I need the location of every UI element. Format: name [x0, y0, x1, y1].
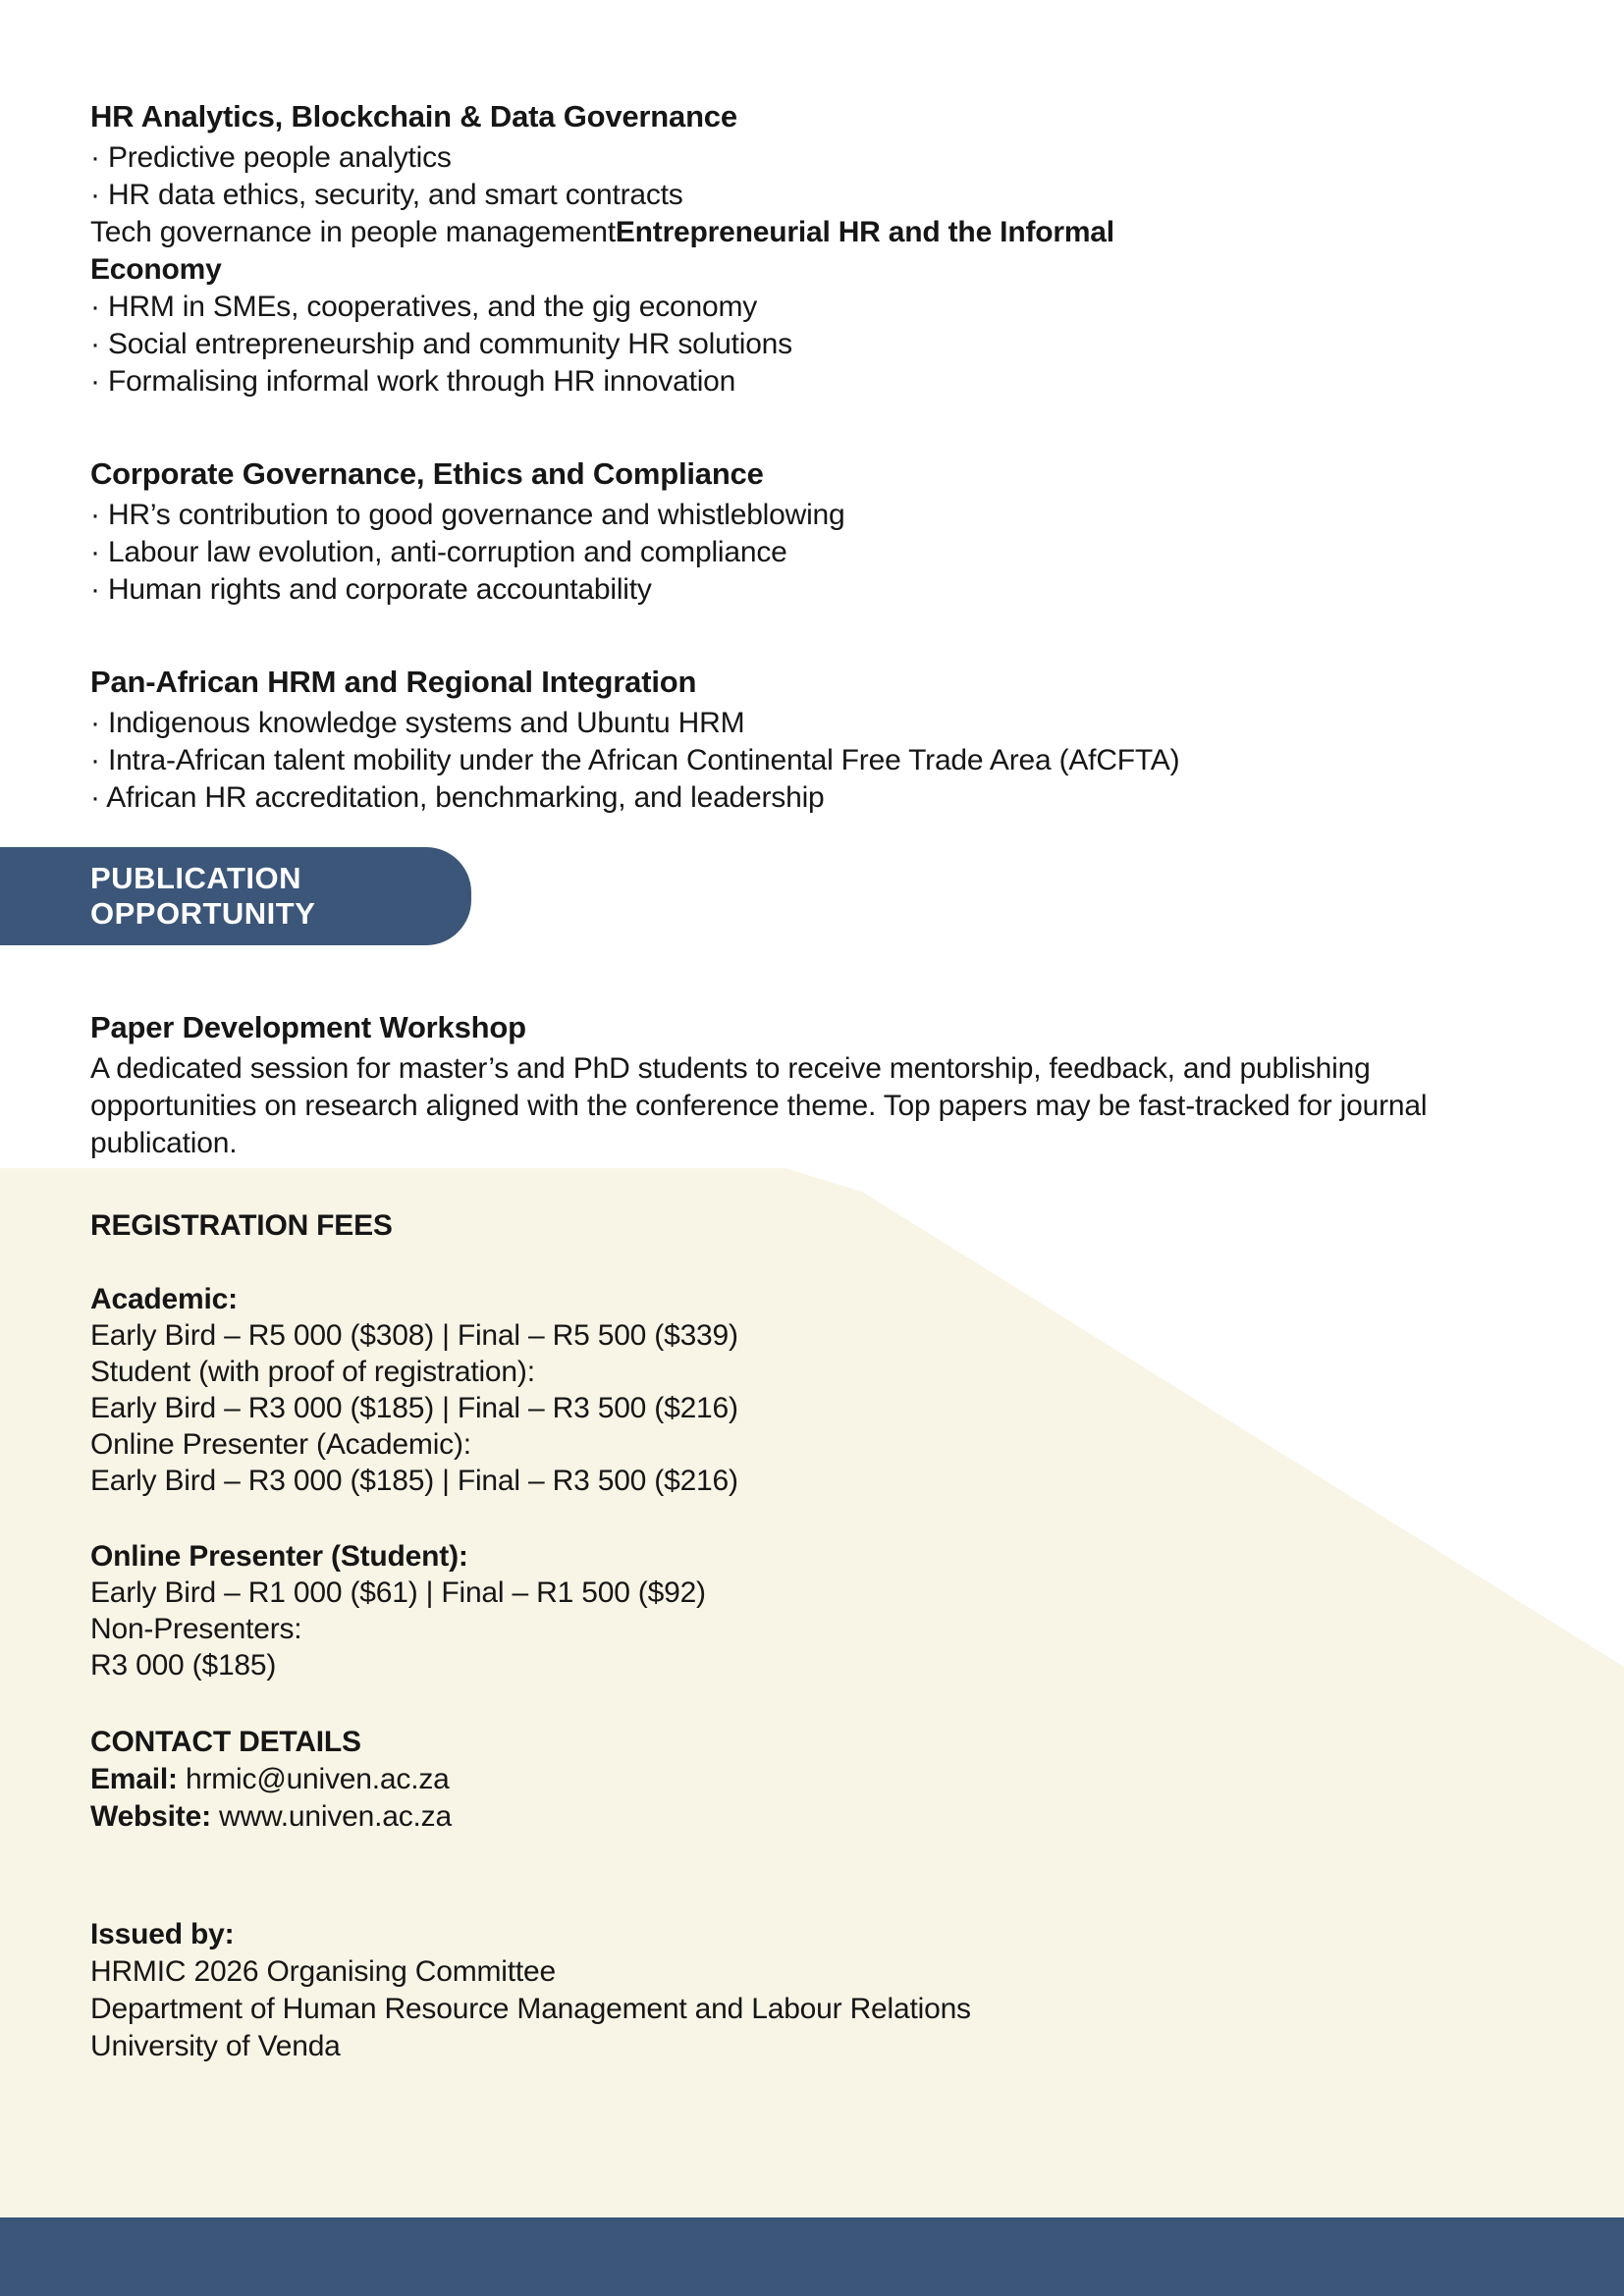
- topic-block-hr-analytics: [90, 98, 1555, 400]
- paper-development-workshop-section: [90, 1009, 1534, 1162]
- banner-label: PUBLICATION OPPORTUNITY: [90, 861, 316, 931]
- email-value: hrmic@univen.ac.za: [185, 1763, 450, 1795]
- fee-line: Student (with proof of registration):: [90, 1356, 535, 1388]
- footer-bar: [0, 2217, 1624, 2296]
- website-label: Website:: [90, 1800, 211, 1833]
- contact-details-section: [90, 1724, 1534, 1836]
- topic-heading: Corporate Governance, Ethics and Compliance: [90, 456, 764, 491]
- bullet-item: · Indigenous knowledge systems and Ubuntu HRM: [90, 705, 1555, 742]
- topic-block-corporate-governance: [90, 455, 1555, 609]
- issued-line: University of Venda: [90, 2030, 341, 2062]
- workshop-heading: Paper Development Workshop: [90, 1010, 526, 1044]
- bullet-item: · Formalising informal work through HR innovation: [90, 363, 1555, 400]
- fee-line: Non-Presenters:: [90, 1613, 302, 1645]
- bullet-item: · Human rights and corporate accountability: [90, 571, 1555, 609]
- contact-website-line: [90, 1798, 1534, 1836]
- email-label: Email:: [90, 1763, 178, 1795]
- fee-line: Early Bird – R1 000 ($61) | Final – R1 500 ($92): [90, 1576, 706, 1609]
- runon-bold-text-wrap: Economy: [90, 253, 222, 286]
- bullet-item: · Labour law evolution, anti-corruption and compliance: [90, 534, 1555, 571]
- publication-opportunity-banner: [0, 847, 471, 945]
- bullet-item: · Intra-African talent mobility under the African Continental Free Trade Area (AfCFTA): [90, 742, 1555, 779]
- fee-group-title-academic: Academic:: [90, 1283, 238, 1315]
- runon-bold-text: Entrepreneurial HR and the Informal: [615, 216, 1114, 248]
- bullet-item: · HR’s contribution to good governance and whistleblowing: [90, 497, 1555, 534]
- bullet-item: · Social entrepreneurship and community HR solutions: [90, 326, 1555, 363]
- workshop-body: A dedicated session for master’s and PhD students to receive mentorship, feedback, and publishing opportunities on research aligned with the conference theme. Top papers may be fast-tracked for journal publication.: [90, 1052, 1428, 1159]
- registration-area: [0, 1168, 1624, 2296]
- topic-heading: Pan-African HRM and Regional Integration: [90, 665, 697, 699]
- contact-details-heading: CONTACT DETAILS: [90, 1726, 361, 1758]
- fee-line: Early Bird – R3 000 ($185) | Final – R3 500 ($216): [90, 1465, 738, 1497]
- fee-line: Early Bird – R3 000 ($185) | Final – R3 500 ($216): [90, 1392, 738, 1424]
- bullet-item: · African HR accreditation, benchmarking, and leadership: [90, 779, 1555, 817]
- topic-heading: HR Analytics, Blockchain & Data Governance: [90, 99, 737, 133]
- runon-line: [90, 214, 1555, 289]
- issued-line: Department of Human Resource Management and Labour Relations: [90, 1993, 971, 2025]
- registration-content: [0, 1168, 1624, 2065]
- conference-topics-section: [90, 98, 1555, 817]
- contact-email-line: [90, 1761, 1534, 1798]
- fee-line: Online Presenter (Academic):: [90, 1428, 471, 1461]
- website-value: www.univen.ac.za: [219, 1800, 452, 1833]
- topic-block-pan-african-hrm: [90, 664, 1555, 817]
- fee-line: R3 000 ($185): [90, 1649, 277, 1682]
- fee-group-title-online-student: Online Presenter (Student):: [90, 1540, 468, 1573]
- bullet-item: · HRM in SMEs, cooperatives, and the gig economy: [90, 289, 1555, 326]
- runon-plain-text: Tech governance in people management: [90, 216, 616, 248]
- fee-line: Early Bird – R5 000 ($308) | Final – R5 500 ($339): [90, 1319, 738, 1352]
- bullet-item: · HR data ethics, security, and smart contracts: [90, 177, 1555, 214]
- issued-line: HRMIC 2026 Organising Committee: [90, 1955, 556, 1988]
- issued-by-section: [90, 1916, 1534, 2065]
- registration-fees-heading: REGISTRATION FEES: [90, 1209, 393, 1242]
- issued-by-heading: Issued by:: [90, 1918, 235, 1950]
- bullet-item: · Predictive people analytics: [90, 139, 1555, 177]
